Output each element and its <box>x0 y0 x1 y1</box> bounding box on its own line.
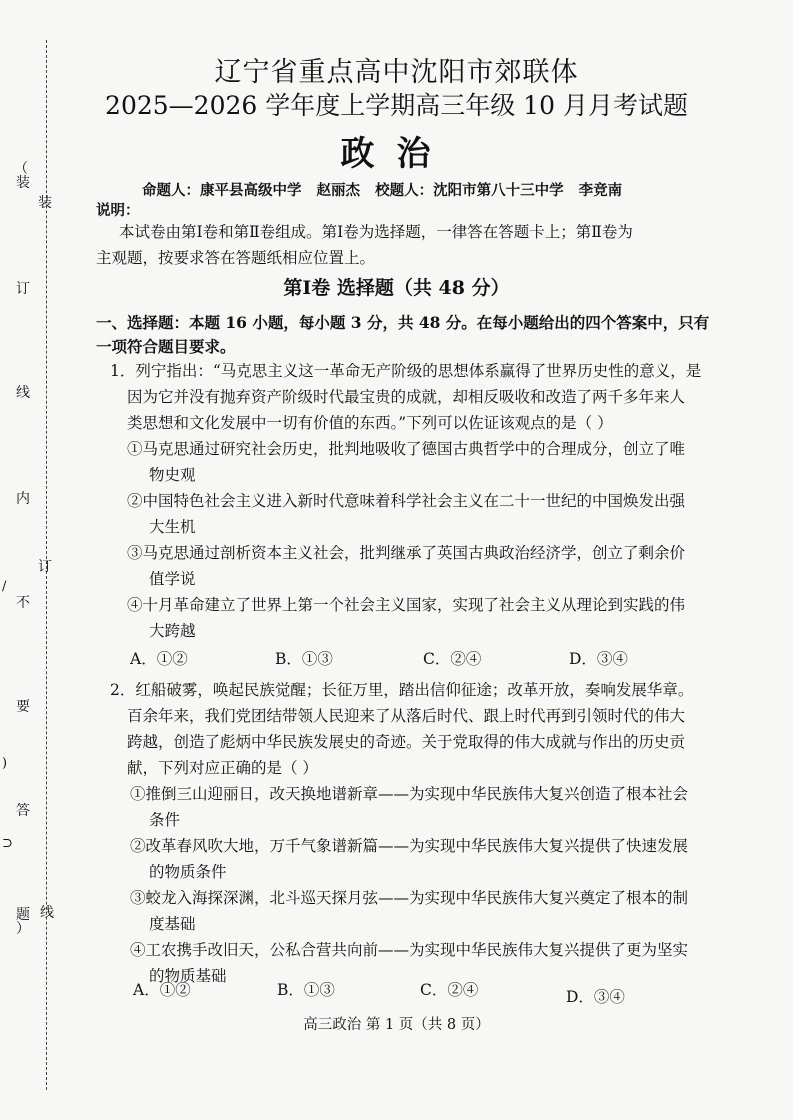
question-stem: 2．红船破雾，唤起民族觉醒；长征万里，踏出信仰征途；改革开放，奏响发展华章。 <box>110 681 694 699</box>
answer-choice-b: B．①③ <box>275 650 333 668</box>
question-stem: 类思想和文化发展中一切有价值的东西。”下列可以佐证该观点的是（ ） <box>127 414 613 432</box>
instructions-text: 主观题，按要求答在答题纸相应位置上。 <box>96 249 376 267</box>
margin-outer-char: 答 <box>16 803 30 819</box>
statement-option: 的物质基础 <box>149 967 227 985</box>
statement-option: 大生机 <box>149 518 196 536</box>
instructions-text: 本试卷由第Ⅰ卷和第Ⅱ卷组成。第Ⅰ卷为选择题，一律答在答题卡上；第Ⅱ卷为 <box>119 223 633 241</box>
statement-option: 物史观 <box>149 466 196 484</box>
margin-outer-char: 线 <box>16 385 30 401</box>
margin-outer-char: 装 <box>16 175 30 191</box>
answer-choice-d: D．③④ <box>566 988 625 1006</box>
answer-choice-b: B．①③ <box>277 981 335 999</box>
question-stem: 百余年来，我们党团结带领人民迎来了从落后时代、跟上时代再到引领时代的伟大 <box>127 707 686 725</box>
statement-option: ④十月革命建立了世界上第一个社会主义国家，实现了社会主义从理论到实践的伟 <box>127 596 686 614</box>
statement-option: ②改革春风吹大地，万千气象谱新篇——为实现中华民族伟大复兴提供了快速发展 <box>130 837 689 855</box>
answer-choice-c: C．②④ <box>420 981 479 999</box>
section-intro: 一、选择题：本题 16 小题，每小题 3 分，共 48 分。在每小题给出的四个答案中，只有 <box>96 313 710 332</box>
question-stem: 献，下列对应正确的是（ ） <box>127 759 318 777</box>
margin-outer-char: 要 <box>16 699 30 715</box>
margin-outer-char: ） <box>16 921 30 937</box>
binding-hole-mark: ) <box>2 756 8 771</box>
exam-subtitle: 2025—2026 学年度上学期高三年级 10 月月考试题 <box>105 91 688 120</box>
margin-outer-char: 不 <box>16 595 30 611</box>
page-footer: 高三政治 第 1 页（共 8 页） <box>303 1017 490 1033</box>
exam-title: 辽宁省重点高中沈阳市郊联体 <box>214 57 579 88</box>
instructions-label: 说明： <box>96 202 140 219</box>
section-title: 第Ⅰ卷 选择题（共 48 分） <box>283 277 510 299</box>
statement-option: ①马克思通过研究社会历史，批判地吸收了德国古典哲学中的合理成分，创立了唯 <box>127 440 686 458</box>
margin-outer-char: 订 <box>16 281 30 297</box>
section-intro: 一项符合题目要求。 <box>96 337 236 356</box>
statement-option: 条件 <box>149 811 181 829</box>
statement-option: 度基础 <box>149 915 196 933</box>
statement-option: ④工农携手改旧天，公私合营共向前——为实现中华民族伟大复兴提供了更为坚实 <box>130 941 689 959</box>
margin-inner-char: 订 <box>38 559 52 575</box>
question-stem: 因为它并没有抛弃资产阶级时代最宝贵的成就，却相反吸收和改造了两千多年来人 <box>127 388 686 406</box>
margin-inner-char: 装 <box>38 195 52 211</box>
margin-inner-char: 线 <box>40 905 54 921</box>
statement-option: ②中国特色社会主义进入新时代意味着科学社会主义在二十一世纪的中国焕发出强 <box>127 492 686 510</box>
statement-option: ①推倒三山迎丽日，改天换地谱新章——为实现中华民族伟大复兴创造了根本社会 <box>130 785 689 803</box>
statement-option: 大跨越 <box>149 622 196 640</box>
margin-outer-char: （ <box>14 161 28 177</box>
authors-line: 命题人：康平县高级中学 赵丽杰 校题人：沈阳市第八十三中学 李竞南 <box>142 182 623 199</box>
statement-option: ③马克思通过剖析资本主义社会，批判继承了英国古典政治经济学，创立了剩余价 <box>127 544 686 562</box>
binding-hole-mark: / <box>2 579 7 594</box>
statement-option: 值学说 <box>149 570 196 588</box>
margin-outer-char: 题 <box>16 907 30 923</box>
subject-title: 政治 <box>340 134 453 174</box>
answer-choice-d: D．③④ <box>569 650 628 668</box>
question-stem: 1．列宁指出：“马克思主义这一革命无产阶级的思想体系赢得了世界历史性的意义，是 <box>110 362 702 380</box>
answer-choice-a: A．①② <box>130 650 188 668</box>
margin-outer-char: 内 <box>16 491 30 507</box>
answer-choice-a: A．①② <box>133 981 191 999</box>
answer-choice-c: C．②④ <box>423 650 482 668</box>
statement-option: 的物质条件 <box>149 863 227 881</box>
binding-hole-mark: ⊃ <box>2 836 13 851</box>
question-stem: 跨越，创造了彪炳中华民族发展史的奇迹。关于党取得的伟大成就与作出的历史贡 <box>127 733 686 751</box>
statement-option: ③蛟龙入海探深渊，北斗巡天探月弦——为实现中华民族伟大复兴奠定了根本的制 <box>130 889 689 907</box>
